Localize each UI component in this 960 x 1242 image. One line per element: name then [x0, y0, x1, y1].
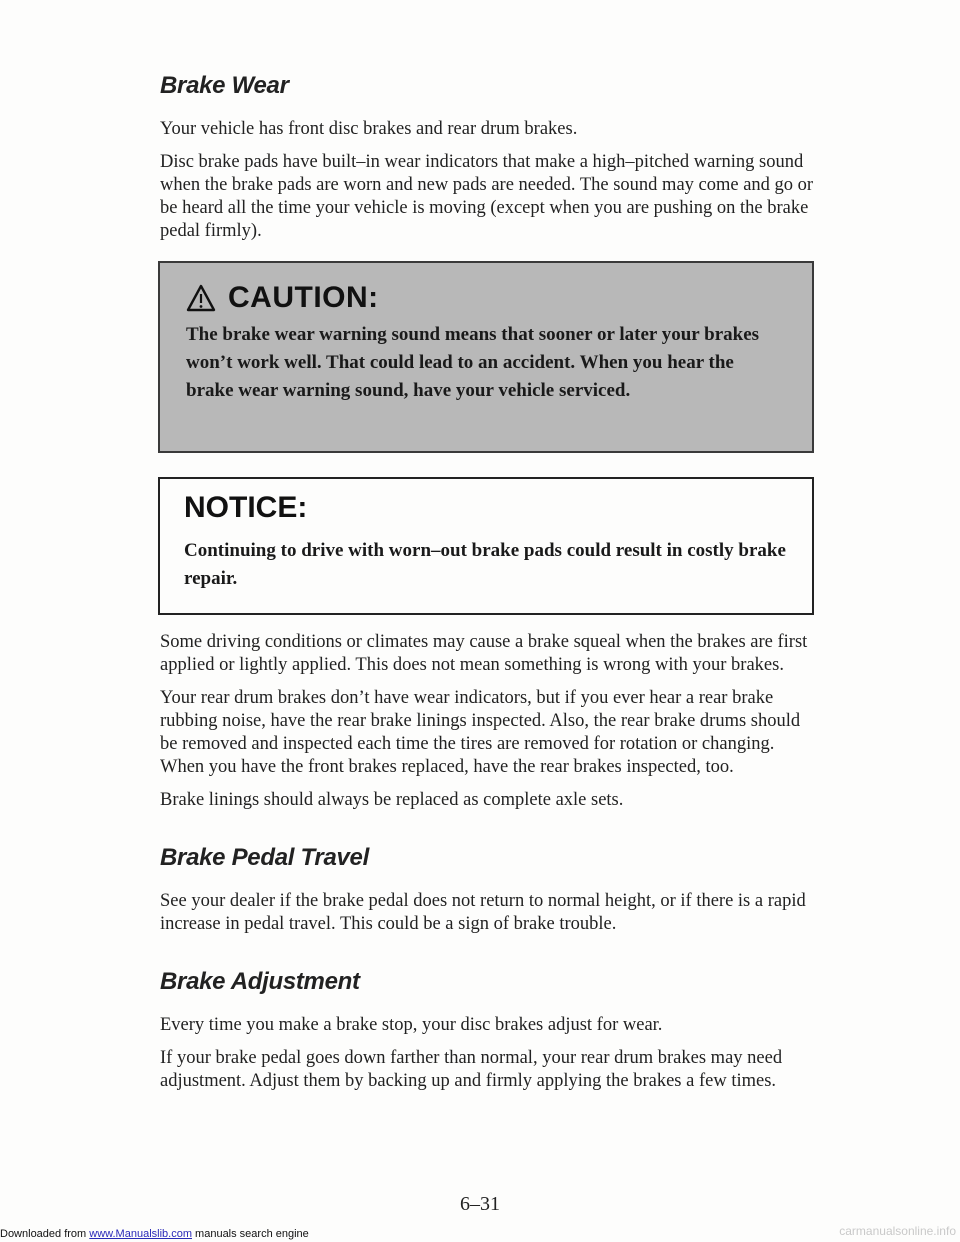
footer-prefix: Downloaded from	[0, 1228, 87, 1240]
paragraph: Your rear drum brakes don’t have wear indicators, but if you ever hear a rear brake rubbing noise, have the rear brake linings inspected. Also, the rear brake drums should be removed and inspected each time the tires are removed for rotation or changing. When you have the front brakes replaced, have the rear brakes inspected, too.	[160, 688, 801, 777]
watermark: carmanualsonline.info	[839, 1224, 956, 1238]
manualslib-link[interactable]: www.Manualslib.com	[89, 1228, 192, 1240]
caution-header	[186, 281, 786, 315]
heading-brake-pedal-travel: Brake Pedal Travel	[160, 844, 369, 871]
paragraph: See your dealer if the brake pedal does not return to normal height, or if there is a rapid increase in pedal travel. This could be a sign of brake trouble.	[160, 891, 806, 934]
page-content	[160, 72, 820, 1103]
page-number: 6–31	[460, 1193, 500, 1215]
caution-box	[158, 261, 814, 453]
heading-brake-adjustment: Brake Adjustment	[160, 968, 360, 995]
caution-text: The brake wear warning sound means that sooner or later your brakes won’t work well. That could lead to an accident. When you hear the brake wear warning sound, have your vehicle serviced.	[186, 324, 760, 401]
warning-triangle-icon	[186, 284, 216, 312]
paragraph: Some driving conditions or climates may cause a brake squeal when the brakes are first applied or lightly applied. This does not mean something is wrong with your brakes.	[160, 632, 808, 675]
footer-suffix: manuals search engine	[195, 1228, 309, 1240]
heading-brake-wear: Brake Wear	[160, 72, 289, 99]
caution-title: CAUTION:	[228, 281, 379, 314]
paragraph: Every time you make a brake stop, your disc brakes adjust for wear.	[160, 1015, 663, 1035]
paragraph: Brake linings should always be replaced as complete axle sets.	[160, 790, 624, 810]
notice-text: Continuing to drive with worn–out brake pads could result in costly brake repair.	[184, 540, 786, 589]
paragraph: Disc brake pads have built–in wear indicators that make a high–pitched warning sound when the brake pads are worn and new pads are needed. The sound may come and go or be heard all the time your vehicle is moving (except when you are pushing on the brake pedal firmly).	[160, 152, 814, 241]
notice-box	[158, 477, 814, 615]
paragraph: If your brake pedal goes down farther than normal, your rear drum brakes may need adjustment. Adjust them by backing up and firmly applying the brakes a few times.	[160, 1048, 783, 1091]
download-footer	[0, 1228, 309, 1240]
notice-title: NOTICE:	[184, 491, 308, 524]
paragraph: Your vehicle has front disc brakes and rear drum brakes.	[160, 119, 578, 139]
